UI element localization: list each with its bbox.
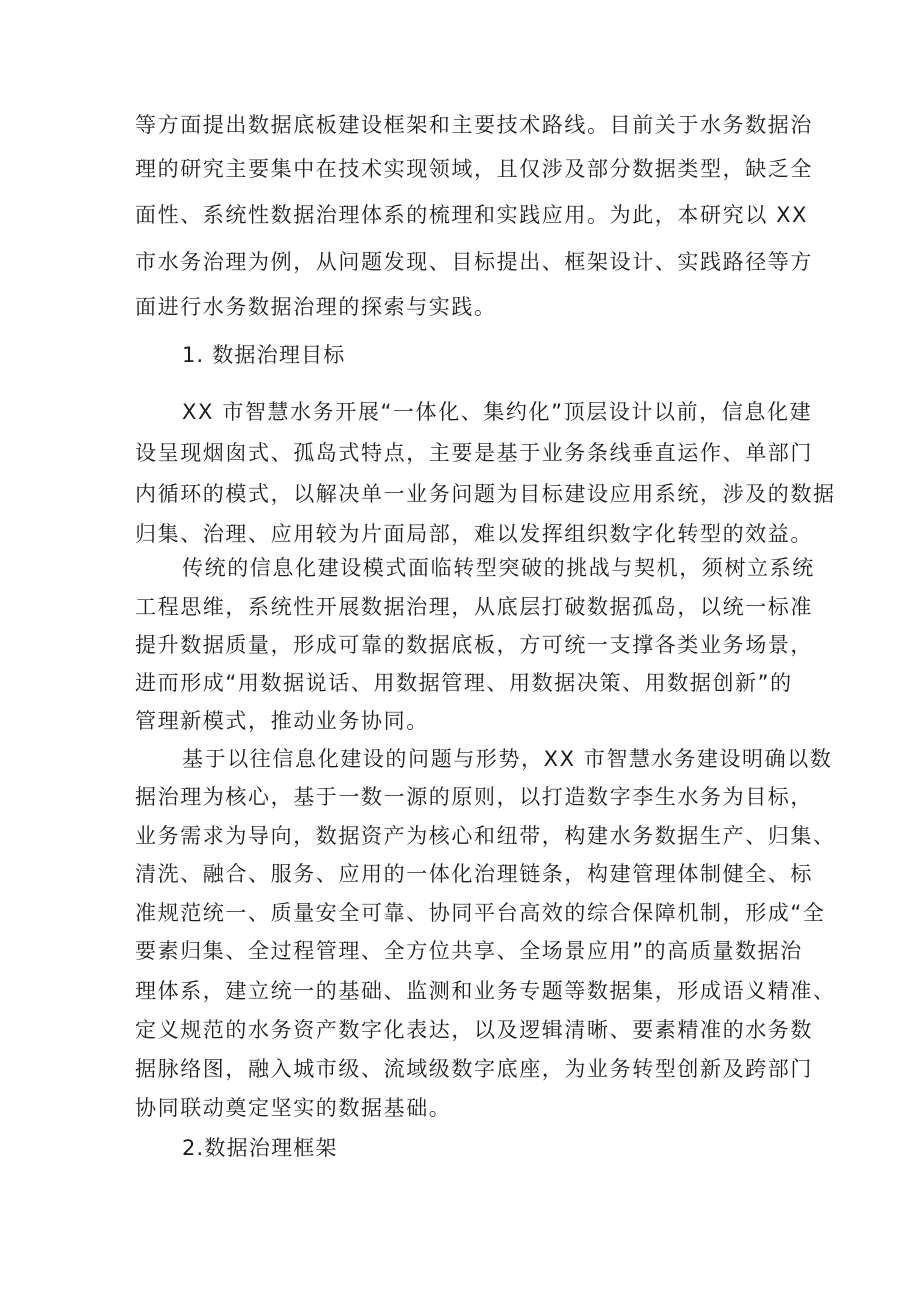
text-line: 管理新模式，推动业务协同。 bbox=[135, 709, 429, 733]
text-line: 归集、治理、应用较为片面局部，难以发挥组织数字化转型的效益。 bbox=[135, 522, 813, 546]
text-line: 业务需求为导向，数据资产为核心和纽带，构建水务数据生产、归集、 bbox=[135, 824, 836, 848]
text-line: 定义规范的水务资产数字化表达，以及逻辑清晰、要素精准的水务数 bbox=[135, 1018, 813, 1042]
text-line: 市水务治理为例，从问题发现、目标提出、框架设计、实践路径等方 bbox=[135, 250, 813, 274]
text-line: 基于以往信息化建设的问题与形势，XX 市智慧水务建设明确以数 bbox=[182, 747, 833, 771]
text-line: XX 市智慧水务开展“一体化、集约化”顶层设计以前，信息化建 bbox=[182, 400, 813, 424]
section-heading-framework: 2.数据治理框架 bbox=[182, 1136, 338, 1160]
text-line: 理体系，建立统一的基础、监测和业务专题等数据集，形成语义精准、 bbox=[135, 979, 836, 1003]
text-line: 据治理为核心，基于一数一源的原则，以打造数字李生水务为目标， bbox=[135, 785, 813, 809]
text-line: 进而形成“用数据说话、用数据管理、用数据决策、用数据创新”的 bbox=[135, 671, 793, 695]
text-line: 等方面提出数据底板建设框架和主要技术路线。目前关于水务数据治 bbox=[135, 113, 813, 137]
text-line: 工程思维，系统性开展数据治理，从底层打破数据孤岛，以统一标准 bbox=[135, 595, 813, 619]
text-line: 据脉络图，融入城市级、流域级数字底座，为业务转型创新及跨部门 bbox=[135, 1057, 813, 1081]
text-line: 提升数据质量，形成可靠的数据底板，方可统一支撑各类业务场景， bbox=[135, 633, 813, 657]
section-heading-goals: 1. 数据治理目标 bbox=[182, 343, 346, 367]
text-line: 准规范统一、质量安全可靠、协同平台高效的综合保障机制，形成“全 bbox=[135, 901, 826, 925]
text-line: 理的研究主要集中在技术实现领域，且仅涉及部分数据类型，缺乏全 bbox=[135, 157, 813, 181]
text-line: 清洗、融合、服务、应用的一体化治理链条，构建管理体制健全、标 bbox=[135, 862, 813, 886]
text-line: 协同联动奠定坚实的数据基础。 bbox=[135, 1096, 452, 1120]
text-line: 要素归集、全过程管理、全方位共享、全场景应用”的高质量数据治 bbox=[135, 939, 803, 963]
text-line: 设呈现烟囱式、孤岛式特点，主要是基于业务条线垂直运作、单部门 bbox=[135, 441, 813, 465]
text-line: 面进行水务数据治理的探索与实践。 bbox=[135, 295, 497, 319]
text-line: 面性、系统性数据治理体系的梳理和实践应用。为此，本研究以 XX bbox=[135, 203, 809, 227]
text-line: 传统的信息化建设模式面临转型突破的挑战与契机，须树立系统 bbox=[182, 556, 815, 580]
text-line: 内循环的模式，以解决单一业务问题为目标建设应用系统，涉及的数据 bbox=[135, 482, 836, 506]
